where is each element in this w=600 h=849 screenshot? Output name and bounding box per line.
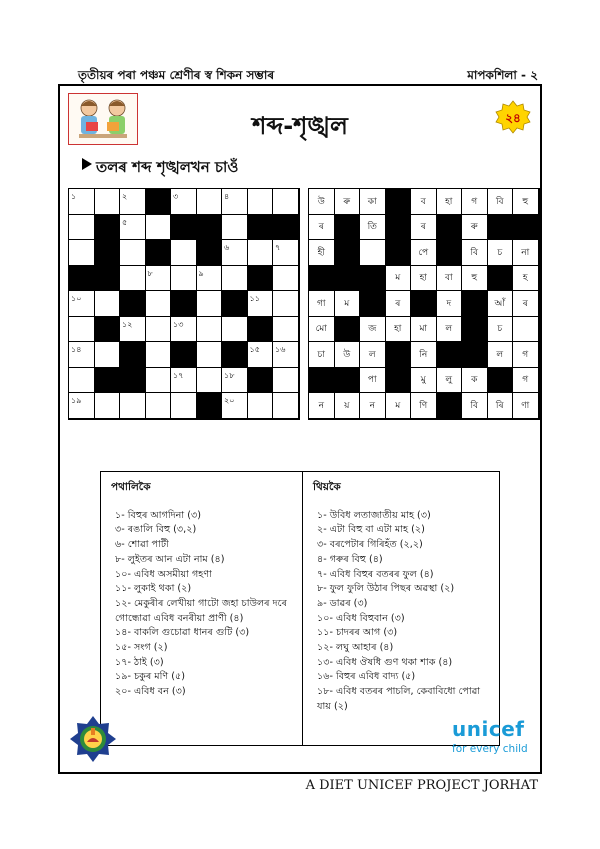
- answer-letter: ণি: [419, 400, 428, 411]
- grid-cell: [197, 368, 223, 394]
- answer-letter: ৰু: [470, 222, 478, 233]
- black-cell: [437, 393, 463, 419]
- clue-number: ১৩: [173, 319, 184, 329]
- clue-number: ১৯: [71, 396, 82, 405]
- unicef-wordmark: unicef: [452, 717, 525, 741]
- grid-cell: [120, 393, 146, 419]
- black-cell: [171, 342, 197, 368]
- grid-cell: [437, 291, 463, 317]
- answer-letter: চ: [497, 247, 503, 258]
- grid-cell: [171, 240, 197, 266]
- answer-letter: চা: [317, 349, 325, 360]
- black-cell: [411, 291, 437, 317]
- diet-emblem-logo: [68, 714, 118, 764]
- grid-cell: [197, 291, 223, 317]
- clue-number: ১৬: [275, 345, 286, 354]
- answer-letter: ল: [496, 349, 504, 360]
- clue-item: ৩- বৰপেটাৰ গিৰিহঁত (২,২): [317, 539, 423, 551]
- answer-letter: হা: [419, 273, 427, 284]
- answer-letter: ৰ: [522, 298, 528, 309]
- grid-cell: [386, 393, 412, 419]
- badge-number: ২৪: [505, 111, 521, 125]
- black-cell: [197, 393, 223, 419]
- clue-item: ১৯- চকুৰ মণি (৫): [115, 671, 185, 683]
- grid-cell: [488, 240, 514, 266]
- grid-cell: [222, 240, 248, 266]
- clue-item: ১৭- ঠাই (৩): [115, 656, 164, 668]
- grid-cell: [69, 317, 95, 343]
- grid-cell: [69, 368, 95, 394]
- answer-letter: ম: [395, 273, 401, 284]
- grid-cell: [437, 266, 463, 292]
- grid-cell: [462, 368, 488, 394]
- black-cell: [335, 317, 361, 343]
- grid-cell: [197, 317, 223, 343]
- answer-letter: বি: [470, 247, 479, 258]
- bullet-arrow-icon: [82, 158, 92, 170]
- black-cell: [360, 266, 386, 292]
- grid-cell: [309, 189, 335, 215]
- answer-letter: ন: [369, 400, 375, 411]
- grid-cell: [69, 189, 95, 215]
- grid-cell: [146, 317, 172, 343]
- clue-item: ৯- ডাৱৰ (৩): [317, 597, 368, 609]
- grid-cell: [488, 393, 514, 419]
- grid-cell: [360, 368, 386, 394]
- answer-letter: নি: [419, 349, 428, 360]
- grid-cell: [411, 215, 437, 241]
- clue-item: ৩- ৰঙালি বিহু (৩,২): [115, 524, 197, 536]
- grid-cell: [360, 215, 386, 241]
- answer-letter: মো: [315, 324, 327, 335]
- grid-cell: [309, 215, 335, 241]
- grid-cell: [273, 368, 299, 394]
- down-clues: [303, 472, 499, 745]
- grid-cell: [69, 240, 95, 266]
- clue-item: ২- এটা বিহু বা এটা মাহ (২): [317, 524, 425, 536]
- grid-cell: [513, 291, 539, 317]
- clue-number: ১৫: [249, 345, 260, 354]
- grid-cell: [335, 189, 361, 215]
- grid-cell: [360, 189, 386, 215]
- grid-cell: [437, 317, 463, 343]
- answer-letter: লু: [445, 375, 453, 386]
- grid-cell: [273, 393, 299, 419]
- grid-cell: [513, 393, 539, 419]
- grid-cell: [411, 240, 437, 266]
- clue-item: ১২- লঘু আহাৰ (৪): [317, 642, 394, 654]
- footer-project: A DIET UNICEF PROJECT JORHAT: [305, 778, 538, 793]
- grid-cell: [411, 342, 437, 368]
- clue-item: ১০- এবিধ বিহুবান (৩): [317, 612, 405, 624]
- grid-cell: [513, 189, 539, 215]
- answer-letter: হ: [522, 273, 528, 284]
- grid-cell: [69, 342, 95, 368]
- clue-item: ১১- চাদৰৰ আগ (৩): [317, 627, 398, 639]
- grid-cell: [197, 266, 223, 292]
- answer-letter: য়: [344, 400, 350, 411]
- grid-cell: [273, 189, 299, 215]
- answer-letter: গ: [471, 196, 478, 207]
- black-cell: [360, 291, 386, 317]
- answer-letter: বা: [444, 273, 453, 284]
- black-cell: [513, 215, 539, 241]
- black-cell: [69, 266, 95, 292]
- grid-cell: [386, 317, 412, 343]
- grid-cell: [411, 317, 437, 343]
- grid-cell: [120, 317, 146, 343]
- grid-cell: [513, 342, 539, 368]
- clue-item: ১৮- এবিধ বতৰৰ পাচলি, কেবাবিধো পোৱা যায় (২): [317, 686, 481, 712]
- black-cell: [120, 342, 146, 368]
- grid-cell: [335, 342, 361, 368]
- grid-cell: [248, 291, 274, 317]
- grid-cell: [197, 189, 223, 215]
- black-cell: [335, 240, 361, 266]
- black-cell: [95, 368, 121, 394]
- black-cell: [95, 240, 121, 266]
- grid-cell: [146, 291, 172, 317]
- grid-cell: [309, 342, 335, 368]
- grid-cell: [273, 342, 299, 368]
- page-title: শব্দ-শৃঙ্খল: [252, 112, 348, 140]
- answer-letter: ণা: [521, 400, 530, 411]
- grid-cell: [222, 317, 248, 343]
- grid-cell: [437, 368, 463, 394]
- grid-cell: [488, 317, 514, 343]
- grid-cell: [309, 317, 335, 343]
- grid-cell: [171, 189, 197, 215]
- answer-letter: হা: [445, 196, 453, 207]
- answer-letter: ৰু: [343, 196, 351, 207]
- grid-cell: [513, 240, 539, 266]
- clue-number: ১: [71, 192, 77, 201]
- black-cell: [386, 189, 412, 215]
- black-cell: [309, 368, 335, 394]
- grid-cell: [248, 240, 274, 266]
- grid-cell: [69, 291, 95, 317]
- grid-cell: [462, 215, 488, 241]
- clue-number: ২০: [224, 396, 235, 405]
- clue-number: ৬: [224, 243, 230, 252]
- black-cell: [309, 266, 335, 292]
- answer-letter: ব: [420, 196, 426, 207]
- crossword-grid-blank: [68, 188, 300, 420]
- black-cell: [437, 240, 463, 266]
- clue-item: ১১- লুকাই থকা (২): [115, 583, 192, 595]
- answer-letter: হী: [317, 247, 325, 258]
- grid-cell: [171, 317, 197, 343]
- answer-letter: কা: [367, 196, 377, 207]
- grid-cell: [222, 189, 248, 215]
- grid-cell: [411, 266, 437, 292]
- black-cell: [273, 215, 299, 241]
- grid-cell: [386, 291, 412, 317]
- black-cell: [386, 342, 412, 368]
- black-cell: [197, 240, 223, 266]
- clue-item: ৪- গৰুৰ বিহু (৪): [317, 553, 383, 565]
- clue-number: ৭: [275, 243, 281, 252]
- black-cell: [462, 342, 488, 368]
- answer-letter: গা: [316, 298, 326, 309]
- black-cell: [437, 342, 463, 368]
- grid-cell: [360, 240, 386, 266]
- clue-number: ১৮: [224, 370, 235, 380]
- header-series-title: তৃতীয়ৰ পৰা পঞ্চম শ্ৰেণীৰ স্ব শিকন সম্ভাৰ: [78, 68, 275, 82]
- clue-item: ১৫- সংগ (২): [115, 642, 168, 654]
- black-cell: [95, 317, 121, 343]
- answer-letter: আঁ: [494, 298, 505, 309]
- unicef-logo: [452, 717, 536, 755]
- clue-number: ৫: [122, 217, 128, 227]
- black-cell: [197, 215, 223, 241]
- grid-cell: [222, 368, 248, 394]
- black-cell: [248, 317, 274, 343]
- grid-cell: [171, 266, 197, 292]
- clue-item: ১২- মেকুৰীৰ লেখীয়া গাটো জহা চাউলৰ দৰে গোন্ধোৱা এবিধ বনৰীয়া প্ৰাণী (৪): [115, 597, 287, 624]
- answer-letter: পা: [367, 375, 377, 386]
- across-clues: [101, 472, 303, 745]
- black-cell: [335, 266, 361, 292]
- black-cell: [437, 215, 463, 241]
- clue-number: ১২: [122, 319, 133, 329]
- answer-letter: মু: [420, 375, 426, 386]
- grid-cell: [360, 393, 386, 419]
- clue-number: ৩: [173, 192, 179, 201]
- grid-cell: [488, 189, 514, 215]
- grid-cell: [309, 393, 335, 419]
- answer-letter: উ: [317, 196, 325, 207]
- black-cell: [386, 215, 412, 241]
- clue-item: ৮- লুইতৰ আন এটা নাম (৪): [115, 553, 225, 565]
- grid-cell: [513, 317, 539, 343]
- grid-cell: [273, 291, 299, 317]
- grid-cell: [146, 393, 172, 419]
- answer-letter: উ: [343, 349, 351, 360]
- clue-item: ৮- ফুল ফুলি উঠাৰ পিছৰ অৱস্থা (২): [317, 583, 455, 595]
- black-cell: [248, 266, 274, 292]
- grid-cell: [120, 215, 146, 241]
- grid-cell: [69, 393, 95, 419]
- grid-cell: [120, 240, 146, 266]
- black-cell: [222, 342, 248, 368]
- answer-letter: ম: [344, 298, 350, 309]
- answer-letter: হা: [394, 324, 402, 335]
- black-cell: [171, 215, 197, 241]
- answer-letter: হু: [522, 196, 529, 207]
- grid-cell: [222, 266, 248, 292]
- clue-item: ১- উবিধ লতাজাতীয় মাহ (৩): [317, 509, 431, 521]
- grid-cell: [488, 291, 514, 317]
- black-cell: [335, 368, 361, 394]
- grid-cell: [222, 215, 248, 241]
- clue-number: ৪: [224, 192, 230, 201]
- answer-letter: ল: [368, 349, 376, 360]
- answer-letter: দ: [446, 298, 452, 309]
- grid-cell: [95, 189, 121, 215]
- clue-item: ১৪- বাকলি গুচোৱা ধানৰ গুটি (৩): [115, 627, 250, 639]
- black-cell: [146, 189, 172, 215]
- grid-cell: [146, 266, 172, 292]
- black-cell: [248, 368, 274, 394]
- grid-cell: [171, 393, 197, 419]
- grid-cell: [146, 215, 172, 241]
- answer-letter: গ: [522, 349, 529, 360]
- answer-letter: হু: [471, 273, 478, 284]
- answer-letter: ন: [318, 400, 324, 411]
- clue-number: ১১: [249, 294, 260, 303]
- grid-cell: [360, 317, 386, 343]
- grid-cell: [462, 393, 488, 419]
- black-cell: [171, 291, 197, 317]
- grid-cell: [462, 189, 488, 215]
- clues-box: [100, 471, 500, 746]
- grid-cell: [248, 393, 274, 419]
- answer-letter: জ: [368, 324, 377, 335]
- grid-cell: [248, 189, 274, 215]
- grid-cell: [309, 240, 335, 266]
- answer-letter: না: [521, 247, 530, 258]
- answer-letter: ম: [395, 400, 401, 411]
- answer-letter: বি: [495, 196, 504, 207]
- clue-item: ১৩- এবিধ ঔষধি গুণ থকা শাক (৪): [317, 656, 453, 668]
- grid-cell: [222, 393, 248, 419]
- answer-letter: ৰি: [495, 400, 504, 411]
- grid-cell: [273, 266, 299, 292]
- black-cell: [462, 291, 488, 317]
- clue-item: ১৬- বিহুৰ এবিধ বাদ্য (৫): [317, 671, 416, 683]
- page-number-badge: [493, 100, 533, 134]
- grid-cell: [386, 266, 412, 292]
- answer-letter: চ: [497, 324, 503, 335]
- grid-cell: [513, 368, 539, 394]
- crossword-grid-solution: [308, 188, 540, 420]
- black-cell: [222, 291, 248, 317]
- grid-cell: [273, 317, 299, 343]
- grid-cell: [411, 393, 437, 419]
- grid-cell: [335, 291, 361, 317]
- black-cell: [488, 368, 514, 394]
- answer-letter: তি: [367, 222, 377, 233]
- grid-cell: [513, 266, 539, 292]
- clue-number: ১৪: [71, 345, 82, 354]
- black-cell: [120, 368, 146, 394]
- grid-cell: [171, 368, 197, 394]
- clue-item: ১- বিহুৰ আগদিনা (৩): [115, 509, 201, 521]
- grid-cell: [360, 342, 386, 368]
- grid-cell: [69, 215, 95, 241]
- clue-item: ৭- এবিধ বিহুৰ বতৰৰ ফুল (৪): [317, 568, 434, 580]
- black-cell: [120, 291, 146, 317]
- unicef-tagline: for every child: [452, 743, 528, 755]
- grid-cell: [120, 189, 146, 215]
- grid-cell: [197, 342, 223, 368]
- black-cell: [488, 215, 514, 241]
- grid-cell: [488, 342, 514, 368]
- grid-cell: [248, 342, 274, 368]
- grid-cell: [462, 240, 488, 266]
- grid-cell: [146, 342, 172, 368]
- grid-cell: [95, 393, 121, 419]
- answer-letter: ল: [445, 324, 453, 335]
- answer-letter: ৰ: [318, 222, 324, 233]
- black-cell: [146, 240, 172, 266]
- grid-cell: [411, 189, 437, 215]
- clue-item: ১০- এবিধ অসমীয়া গহণা: [115, 568, 212, 580]
- black-cell: [335, 215, 361, 241]
- grid-cell: [120, 266, 146, 292]
- grid-cell: [411, 368, 437, 394]
- answer-letter: ৰ: [420, 222, 426, 233]
- grid-cell: [335, 393, 361, 419]
- grid-cell: [462, 266, 488, 292]
- grid-cell: [437, 189, 463, 215]
- instruction-text: তলৰ শব্দ শৃঙ্খলখন চাওঁ: [96, 158, 239, 176]
- black-cell: [386, 240, 412, 266]
- clue-number: ৮: [147, 268, 153, 278]
- answer-letter: পে: [418, 247, 429, 258]
- answer-letter: গ: [522, 375, 529, 386]
- clue-item: ৬- শোৱা পাটী: [115, 539, 169, 551]
- black-cell: [95, 215, 121, 241]
- clue-item: ২০- এবিধ বন (৩): [115, 686, 186, 698]
- across-title: পথালিকৈ: [111, 481, 151, 493]
- grid-cell: [95, 291, 121, 317]
- answer-letter: বি: [470, 400, 479, 411]
- black-cell: [462, 317, 488, 343]
- down-title: থিয়কৈ: [313, 481, 341, 493]
- grid-cell: [273, 240, 299, 266]
- answer-letter: ক: [471, 375, 478, 386]
- grid-cell: [309, 291, 335, 317]
- black-cell: [488, 266, 514, 292]
- grid-cell: [146, 368, 172, 394]
- black-cell: [386, 368, 412, 394]
- clue-number: ১০: [71, 294, 82, 303]
- clue-number: ১৭: [173, 370, 184, 380]
- clue-number: ২: [122, 192, 128, 201]
- clue-number: ৯: [198, 268, 204, 278]
- black-cell: [95, 266, 121, 292]
- black-cell: [248, 215, 274, 241]
- answer-letter: ৰ: [395, 298, 401, 309]
- header-level: মাপকশিলা - ২: [467, 68, 538, 82]
- grid-cell: [95, 342, 121, 368]
- answer-letter: মা: [419, 324, 428, 335]
